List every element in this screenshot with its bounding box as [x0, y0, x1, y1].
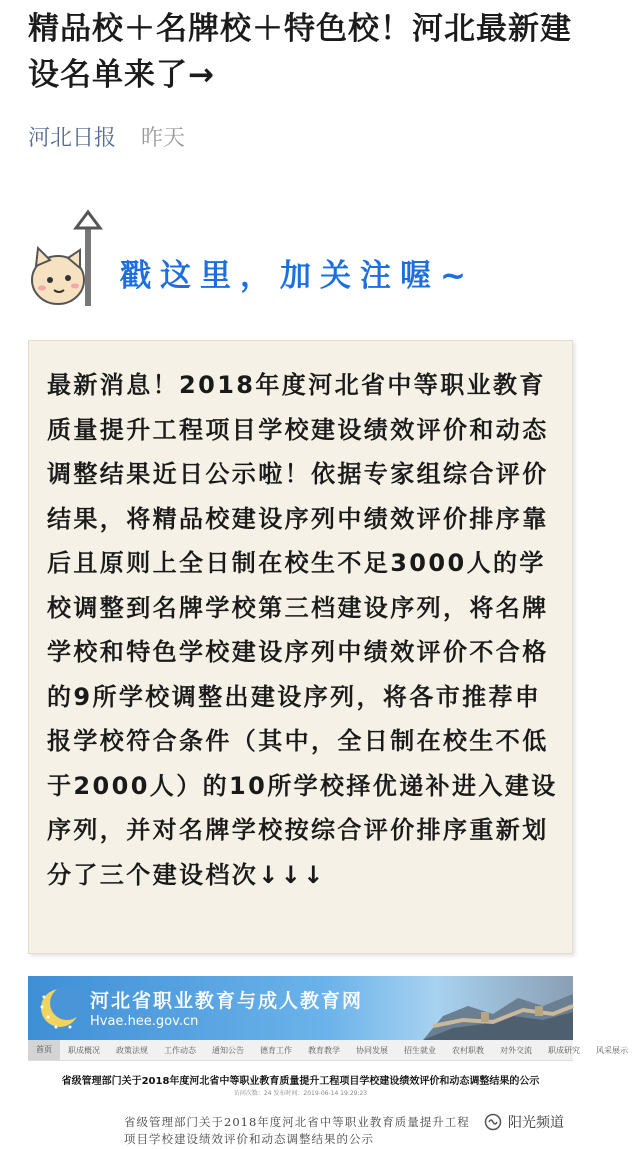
- nav-item[interactable]: 招生就业: [404, 1045, 436, 1055]
- nav-item[interactable]: 职成概况: [68, 1045, 100, 1055]
- article-meta: [28, 124, 185, 154]
- site-navbar: [28, 1040, 628, 1061]
- announcement-heading: 省级管理部门关于2018年度河北省中等职业教育质量提升工程项目学校建设绩效评价和动态调整结果的公示: [61, 1076, 540, 1087]
- wechat-channel-icon: [484, 1113, 502, 1131]
- nav-item[interactable]: 教育教学: [308, 1045, 340, 1055]
- nav-item[interactable]: 协同发展: [356, 1045, 388, 1055]
- nav-item[interactable]: 首页: [28, 1040, 60, 1060]
- nav-item[interactable]: 德育工作: [260, 1045, 292, 1055]
- watermark-text: 阳光频道: [508, 1115, 564, 1131]
- notice-card: [28, 340, 573, 954]
- site-domain: Hvae.hee.gov.cn: [90, 1014, 199, 1029]
- nav-item[interactable]: 政策法规: [116, 1045, 148, 1055]
- follow-banner[interactable]: [28, 206, 573, 306]
- nav-item[interactable]: 职成研究: [548, 1045, 580, 1055]
- notice-text: 最新消息！2018年度河北省中等职业教育质量提升工程项目学校建设绩效评价和动态调整结果近日公示啦！依据专家组综合评价结果，将精品校建设序列中绩效评价排序靠后且原则上全日制在校生不足3000人的学校调整到名牌学校第三档建设序列，将名牌学校和特色学校建设序列中绩效评价不合格的9所学校调整出建设序列，将各市推荐申报学校符合条件（其中，全日制在校生不低于2000人）的10所学校择优递补进入建设序列，并对名牌学校按综合评价排序重新划分了三个建设档次↓↓↓: [47, 371, 558, 889]
- announcement-paragraph: 省级管理部门关于2018年度河北省中等职业教育质量提升工程项目学校建设绩效评价和动态调整结果的公示: [124, 1115, 470, 1146]
- nav-item[interactable]: 农村职教: [452, 1045, 484, 1055]
- article-source-link[interactable]: 河北日报: [28, 126, 117, 151]
- site-banner: [28, 976, 573, 1040]
- channel-watermark: [484, 1112, 564, 1132]
- moon-logo-icon: [36, 983, 86, 1033]
- cat-mascot-icon: [28, 206, 118, 306]
- great-wall-illustration: [423, 976, 573, 1040]
- site-name: 河北省职业教育与成人教育网: [90, 990, 364, 1012]
- article-title: 精品校＋名牌校＋特色校！河北最新建设名单来了→: [28, 11, 572, 93]
- nav-item[interactable]: 工作动态: [164, 1045, 196, 1055]
- article-time: 昨天: [141, 126, 186, 151]
- nav-item[interactable]: 通知公告: [212, 1045, 244, 1055]
- announcement-meta: 访问次数：24 发布时间：2019-06-14 19:29:23: [233, 1090, 368, 1097]
- nav-item[interactable]: 风采展示: [596, 1045, 628, 1055]
- nav-item[interactable]: 对外交流: [500, 1045, 532, 1055]
- follow-text[interactable]: 戳这里，加关注喔~: [120, 258, 475, 294]
